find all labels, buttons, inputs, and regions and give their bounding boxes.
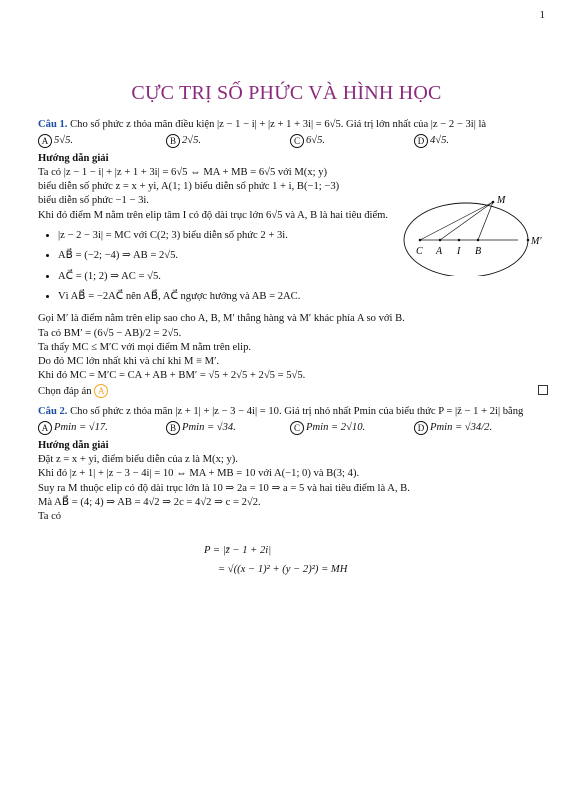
label-c: C <box>416 246 423 257</box>
option-d[interactable]: D 4√5. <box>414 134 449 148</box>
option-b[interactable]: B 2√5. <box>166 134 290 148</box>
guide-heading: Hướng dẫn giải <box>38 152 109 164</box>
question-1-label: Câu 1. <box>38 119 68 130</box>
question-2-stem: Cho số phức z thỏa mãn |z + 1| + |z − 3 − 4i| = 10. Giá trị nhỏ nhất Pmin của biểu thức P = |z̄ − 1 + 2i| bằng <box>70 406 524 418</box>
guide-heading: Hướng dẫn giải <box>38 439 109 451</box>
question-2-options <box>38 421 550 435</box>
segment-cm <box>420 202 493 240</box>
page-number: 1 <box>539 9 545 21</box>
point-i <box>458 239 461 242</box>
label-i: I <box>457 246 461 257</box>
formula-block <box>204 544 550 577</box>
point-m <box>492 201 495 204</box>
segment-am <box>440 202 493 240</box>
bullet-item: • Vì AB⃗ = −2AC⃗ nên AB⃗, AC⃗ ngược hướng và AB = 2AC. <box>58 290 550 304</box>
label-m: M <box>497 196 506 206</box>
solution-line: Suy ra M thuộc elip có độ dài trục lớn là 10 ⇒ 2a = 10 ⇒ a = 5 và hai tiêu điểm là A, B. <box>38 482 410 494</box>
option-d[interactable]: D Pmin = √34/2. <box>414 421 492 435</box>
question-1-options <box>38 134 550 148</box>
bullet-item: • AB⃗ = (−2; −4) ⇒ AB = 2√5. <box>58 249 550 263</box>
answer-letter: A <box>94 384 108 398</box>
label-a: A <box>436 246 443 257</box>
solution-line: Gọi M′ là điểm nằm trên elip sao cho A, B, M′ thẳng hàng và M′ khác phía A so với B. <box>38 313 405 325</box>
ellipse-shape <box>404 203 528 276</box>
solution-intro <box>38 166 400 223</box>
point-c <box>419 239 422 242</box>
ellipse-figure <box>400 196 550 276</box>
option-c[interactable]: C 6√5. <box>290 134 414 148</box>
bullet-item: • AC⃗ = (1; 2) ⇒ AC = √5. <box>58 270 550 284</box>
page-title: CỰC TRỊ SỐ PHỨC VÀ HÌNH HỌC <box>131 82 442 104</box>
solution-conclusion <box>38 312 550 399</box>
label-m-prime: M′ <box>531 236 542 247</box>
point-a <box>439 239 442 242</box>
point-m-prime <box>527 239 530 242</box>
point-b <box>477 239 480 242</box>
formula-line-2: = √((x − 1)² + (y − 2)²) = MH <box>218 563 348 575</box>
option-c[interactable]: C Pmin = 2√10. <box>290 421 414 435</box>
option-a[interactable]: A 5√5. <box>38 134 166 148</box>
label-b: B <box>475 246 482 257</box>
option-b[interactable]: B Pmin = √34. <box>166 421 290 435</box>
solution-line: Ta có |z − 1 − i| + |z + 1 + 3i| = 6√5 ⇔ MA + MB = 6√5 với M(x; y) <box>38 166 328 178</box>
answer-prefix: Chọn đáp án <box>38 385 92 397</box>
solution-line: Do đó MC lớn nhất khi và chỉ khi M ≡ M′. <box>38 356 220 368</box>
solution-line: Khi đó |z + 1| + |z − 3 − 4i| = 10 ⇔ MA + MB = 10 với A(−1; 0) và B(3; 4). <box>38 468 360 480</box>
solution-line: Mà AB⃗ = (4; 4) ⇒ AB = 4√2 ⇒ 2c = 4√2 ⇒ c = 2√2. <box>38 496 261 508</box>
answer-line <box>38 384 550 399</box>
solution-line: Khi đó MC = M′C = CA + AB + BM′ = √5 + 2√5 + 2√5 = 5√5. <box>38 370 306 382</box>
solution-line: Ta thấy MC ≤ M′C với mọi điểm M nằm trên elip. <box>38 341 252 353</box>
solution-line: Ta có <box>38 511 62 523</box>
solution-line: Khi đó điểm M nằm trên elip tâm I có độ dài trục lớn 6√5 và A, B là hai tiêu điểm. <box>38 209 389 221</box>
qed-icon <box>538 385 548 395</box>
question-1-stem: Cho số phức z thỏa mãn điều kiện |z − 1 − i| + |z + 1 + 3i| = 6√5. Giá trị lớn nhất của |z − 2 − 3i| là <box>70 119 487 130</box>
solution-line: Đặt z = x + yi, điểm biểu diễn của z là M(x; y). <box>38 453 238 465</box>
option-a[interactable]: A Pmin = √17. <box>38 421 166 435</box>
question-2 <box>38 405 550 577</box>
solution-line: biểu diễn số phức −1 − 3i. <box>38 195 149 207</box>
document-body <box>38 118 550 577</box>
bullet-item: • |z − 2 − 3i| = MC với C(2; 3) biểu diễn số phức 2 + 3i. <box>58 229 550 243</box>
solution-line: Ta có BM′ = (6√5 − AB)/2 = 2√5. <box>38 327 182 339</box>
question-2-label: Câu 2. <box>38 406 68 418</box>
solution-line: biểu diễn số phức z = x + yi, A(1; 1) biểu diễn số phức 1 + i, B(−1; −3) <box>38 181 340 193</box>
formula-line-1: P = |z̄ − 1 + 2i| <box>204 545 272 557</box>
